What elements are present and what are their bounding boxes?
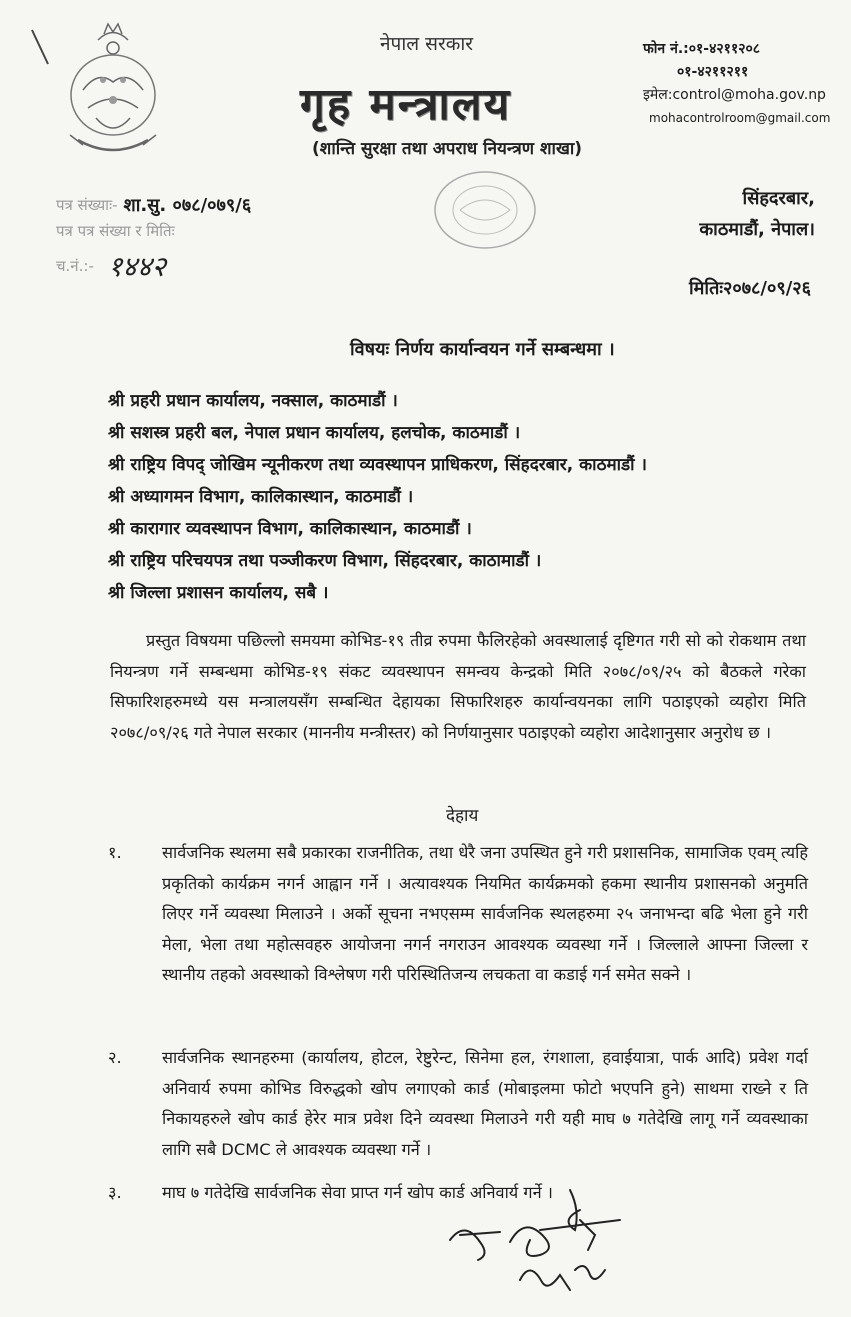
- recipient-item: श्री राष्ट्रिय परिचयपत्र तथा पञ्जीकरण विभाग, सिंहदरबार, काठामाडौं ।: [108, 551, 542, 571]
- place-block: [699, 183, 815, 245]
- body-paragraph: प्रस्तुत विषयमा पछिल्लो समयमा कोभिड-१९ तीव्र रुपमा फैलिरहेको अवस्थालाई दृष्टिगत गरी सो को रोकथाम तथा नियन्त्रण गर्ने सम्बन्धमा कोभिड-१९ संकट व्यवस्थापन समन्वय केन्द्रको मिति २०७८/०९/२५ को बैठकले गरेका सिफारिशहरुमध्ये यस मन्त्रालयसँग सम्बन्धित देहायका सिफारिशहरु कार्यान्वयनका लागि पठाइएको व्यहोरा मिति २०७८/०९/२६ गते नेपाल सरकार (माननीय मन्त्रीस्तर) को निर्णयानुसार पठाइएको व्यहोरा आदेशानुसार अनुरोध छ ।: [110, 631, 806, 742]
- email-2: mohacontrolroom@gmail.com: [649, 111, 831, 125]
- letter-date: मितिः२०७८/०९/२६: [688, 278, 811, 299]
- list-item-number: २.: [108, 1048, 122, 1067]
- dispatch-label: च.नं.:-: [56, 257, 94, 275]
- letter-no-label: पत्र संख्याः-: [56, 196, 118, 214]
- ministry-title: गृह मन्त्रालय: [300, 79, 512, 130]
- section-name: (शान्ति सुरक्षा तथा अपराध नियन्त्रण शाखा): [312, 139, 583, 159]
- phone-2: ०१-४२११२११: [677, 64, 749, 80]
- margin-pen-mark: [28, 28, 58, 68]
- recipient-item: श्री सशस्त्र प्रहरी बल, नेपाल प्रधान कार्यालय, हलचोक, काठमाडौं ।: [108, 423, 521, 443]
- contact-block: [643, 38, 833, 130]
- phone-1: फोन नं.:०१-४२११२०८: [643, 41, 761, 57]
- place-line-2: काठमाडौं, नेपाल।: [699, 219, 815, 240]
- list-item: [108, 1043, 808, 1165]
- recipient-list: [108, 385, 647, 609]
- prev-ref-label: पत्र पत्र संख्या र मितिः: [56, 222, 175, 240]
- dehay-heading: देहाय: [446, 806, 479, 826]
- list-item-text: सार्वजनिक स्थलमा सबै प्रकारका राजनीतिक, तथा धेरै जना उपस्थित हुने गरी प्रशासनिक, सामाजिक एवम् त्यहि प्रकृतिको कार्यक्रम नगर्न आह्वान गर्ने । अत्यावश्यक नियमित कार्यक्रमको हकमा स्थानीय प्रशासनको अनुमति लिएर गर्ने व्यवस्था मिलाउने । अर्को सूचना नभएसम्म सार्वजनिक स्थलहरुमा २५ जनाभन्दा बढि भेला हुने गरी मेला, भेला तथा महोत्सवहरु आयोजना नगर्न नगराउन आवश्यक व्यवस्था गर्ने । जिल्लाले आफ्ना जिल्ला र स्थानीय तहको अवस्थाको विश्लेषण गरी परिस्थितिजन्य लचकता वा कडाई गर्न समेत सक्ने ।: [162, 843, 808, 984]
- reference-block: [56, 192, 251, 288]
- list-item-text: माघ ७ गतेदेखि सार्वजनिक सेवा प्राप्त गर्न खोप कार्ड अनिवार्य गर्ने ।: [162, 1183, 553, 1202]
- recipient-item: श्री कारागार व्यवस्थापन विभाग, कालिकास्थान, काठमाडौं ।: [108, 519, 472, 539]
- list-item: [108, 838, 808, 991]
- recipient-item: श्री जिल्ला प्रशासन कार्यालय, सबै ।: [108, 583, 329, 603]
- signature-icon: [430, 1180, 630, 1310]
- letter-no: शा.सु. ०७८/०७९/६: [123, 195, 252, 216]
- recipient-item: श्री प्रहरी प्रधान कार्यालय, नक्साल, काठमाडौं ।: [108, 391, 398, 411]
- nepal-emblem-icon: [58, 20, 168, 170]
- subject-line: विषयः निर्णय कार्यान्वयन गर्ने सम्बन्धमा ।: [350, 339, 615, 360]
- list-item-number: १.: [108, 843, 122, 862]
- recipient-item: श्री अध्यागमन विभाग, कालिकास्थान, काठमाडौं ।: [108, 487, 414, 507]
- email-1: इमेल:control@moha.gov.np: [643, 87, 826, 103]
- list-item-number: ३.: [108, 1183, 122, 1202]
- list-item-text: सार्वजनिक स्थानहरुमा (कार्यालय, होटल, रेष्टुरेन्ट, सिनेमा हल, रंगशाला, हवाईयात्रा, पार्क आदि) प्रवेश गर्दा अनिवार्य रुपमा कोभिड विरुद्धको खोप लगाएको कार्ड (मोबाइलमा फोटो भएपनि हुने) साथमा राख्ने र ति निकायहरुले खोप कार्ड हेरेर मात्र प्रवेश दिने व्यवस्था मिलाउने गरी यही माघ ७ गतेदेखि लागू गर्ने व्यवस्थाका लागि सबै DCMC ले आवश्यक व्यवस्था गर्ने ।: [162, 1048, 808, 1159]
- dispatch-no: १४४२: [107, 250, 167, 283]
- government-name: नेपाल सरकार: [380, 33, 474, 55]
- office-stamp-icon: [430, 165, 540, 255]
- place-line-1: सिंहदरबार,: [742, 188, 815, 209]
- recipient-item: श्री राष्ट्रिय विपद् जोखिम न्यूनीकरण तथा व्यवस्थापन प्राधिकरण, सिंहदरबार, काठमाडौं ।: [108, 455, 647, 475]
